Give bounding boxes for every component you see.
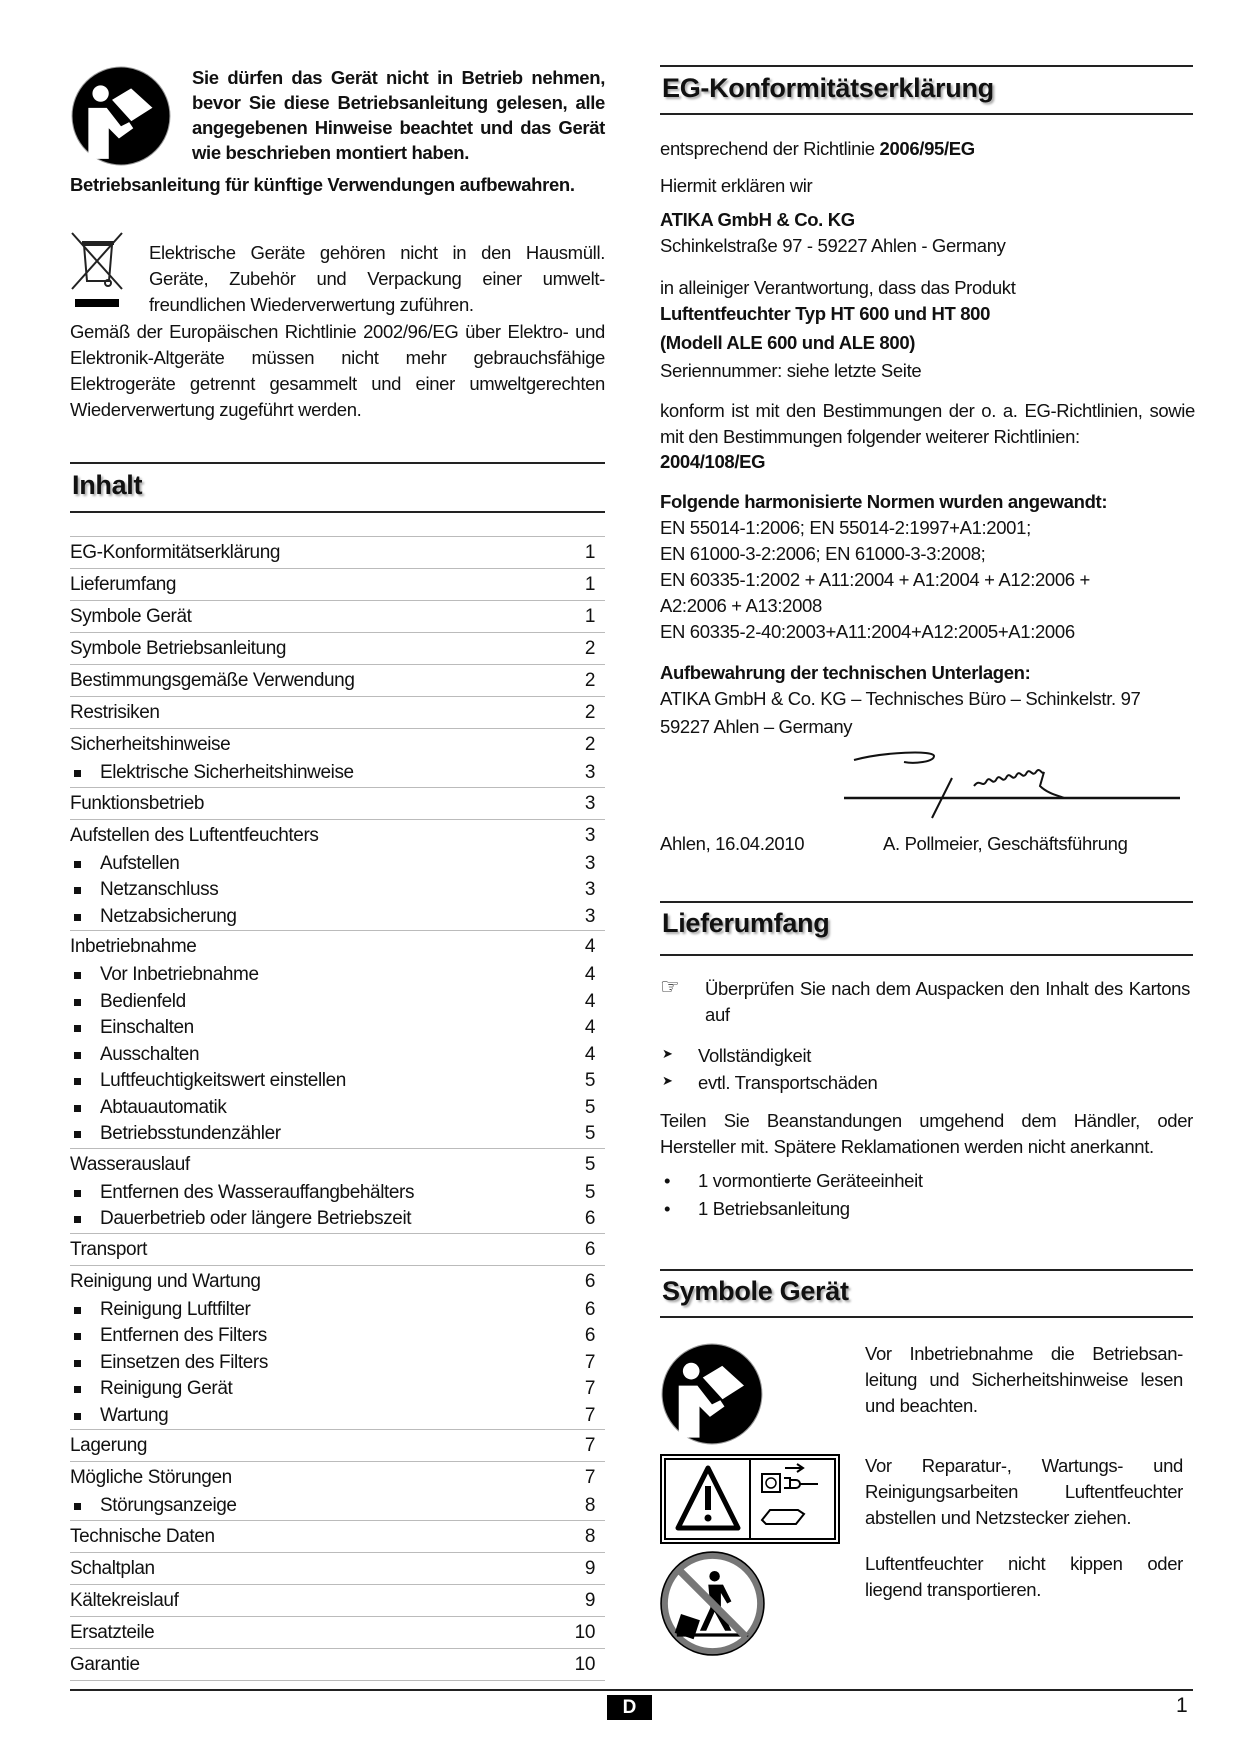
toc-entry-label: Elektrische Sicherheitshinweise: [70, 760, 354, 787]
footer-divider: [70, 1689, 1193, 1691]
toc-entry-label: Kältekreislauf: [70, 1589, 179, 1611]
toc-entry-page: 4: [584, 1043, 595, 1065]
norms-list: [660, 515, 1090, 645]
toc-entry-label: Netzanschluss: [70, 877, 218, 904]
toc-subentry[interactable]: [70, 1493, 605, 1520]
serial-number-note: Seriennummer: siehe letzte Seite: [660, 360, 922, 381]
toc-subentry[interactable]: [70, 1206, 605, 1233]
toc-entry-label: Vor Inbetriebnahme: [70, 962, 259, 989]
delivery-note: Überprüfen Sie nach dem Auspacken den Inhalt des Kartons auf: [705, 978, 1190, 1025]
toc-entry-label: Störungsanzeige: [70, 1493, 237, 1520]
toc-group: [70, 1553, 605, 1585]
toc-entry[interactable]: [70, 1521, 605, 1552]
directive-number: 2006/95/EG: [879, 138, 975, 159]
toc-group: [70, 633, 605, 665]
toc-group: [70, 1617, 605, 1649]
norm-line: EN 55014-1:2006; EN 55014-2:1997+A1:2001;: [660, 517, 1031, 538]
divider: [70, 462, 605, 464]
divider: [70, 511, 605, 513]
toc-entry[interactable]: [70, 1266, 605, 1297]
toc-entry[interactable]: [70, 820, 605, 851]
toc-entry-label: Restrisiken: [70, 702, 160, 723]
norm-line: EN 61000-3-2:2006; EN 61000-3-3:2008;: [660, 543, 986, 564]
toc-entry[interactable]: [70, 729, 605, 760]
docs-address-2: 59227 Ahlen – Germany: [660, 716, 853, 737]
toc-entry-page: 9: [584, 1557, 595, 1579]
toc-entry-label: Einsetzen des Filters: [70, 1350, 268, 1377]
toc-entry-label: Wartung: [70, 1403, 168, 1430]
toc-entry-label: Betriebsstundenzähler: [70, 1121, 281, 1148]
divider: [660, 1316, 1193, 1318]
no-tipping-transport-icon: [660, 1551, 765, 1656]
toc-subentry[interactable]: [70, 851, 605, 878]
toc-group: [70, 1234, 605, 1266]
toc-entry[interactable]: [70, 697, 605, 728]
toc-entry-page: 3: [584, 905, 595, 927]
toc-entry[interactable]: [70, 665, 605, 696]
page-number: 1: [1176, 1694, 1188, 1717]
toc-entry-label: Inbetriebnahme: [70, 936, 197, 957]
toc-entry-label: Lieferumfang: [70, 574, 177, 595]
directive-line: [660, 136, 975, 162]
toc-entry-page: 7: [584, 1351, 595, 1373]
toc-subentry[interactable]: [70, 1095, 605, 1122]
toc-subentry[interactable]: [70, 1015, 605, 1042]
toc-entry-label: Funktionsbetrieb: [70, 792, 205, 814]
toc-group: [70, 729, 605, 788]
hereby-text: Hiermit erklären wir: [660, 175, 813, 196]
toc-entry-page: 10: [574, 1621, 595, 1643]
toc-entry[interactable]: [70, 1649, 605, 1680]
dot-bullet-icon: •: [664, 1198, 671, 1219]
keep-manual-note: Betriebsanleitung für künftige Verwendungen aufbewahren.: [70, 174, 575, 195]
symbol-description: Vor Reparatur-, Wartungs- und Reinigungsarbeiten Luftentfeuchter abstellen und Netzstecker ziehen.: [865, 1455, 1183, 1528]
responsibility-text: in alleiniger Verantwortung, dass das Produkt: [660, 277, 1016, 298]
symbols-title: Symbole Gerät: [662, 1276, 849, 1306]
delivery-item: 1 vormontierte Geräteeinheit: [698, 1170, 923, 1191]
toc-entry[interactable]: [70, 633, 605, 664]
product-model: (Modell ALE 600 und ALE 800): [660, 332, 916, 353]
toc-entry-label: Schaltplan: [70, 1557, 155, 1579]
toc-subentry[interactable]: [70, 1297, 605, 1324]
toc-entry-page: 1: [584, 542, 595, 563]
toc-entry-page: 8: [584, 1495, 595, 1516]
conformity-title: EG-Konformitätserklärung: [662, 73, 994, 103]
norm-line: EN 60335-1:2002 + A11:2004 + A1:2004 + A12:2006 +: [660, 569, 1090, 590]
toc-subentry[interactable]: [70, 1068, 605, 1095]
toc-entry[interactable]: [70, 1234, 605, 1265]
toc-subentry[interactable]: [70, 1042, 605, 1069]
toc-entry-page: 2: [584, 702, 595, 723]
toc-entry-page: 7: [584, 1435, 595, 1456]
divider: [660, 954, 1193, 956]
toc-entry-label: Bedienfeld: [70, 989, 186, 1016]
company-name: ATIKA GmbH & Co. KG: [660, 209, 855, 230]
signature: [844, 748, 1180, 820]
toc-entry-label: Entfernen des Wasserauffangbehälters: [70, 1180, 414, 1207]
toc-entry-label: Netzabsicherung: [70, 904, 237, 931]
warning-unplug-icon: [660, 1454, 840, 1544]
toc-group: [70, 1649, 605, 1681]
symbol-description: Vor Inbetriebnahme die Betriebsan-leitung und Sicherheitshinweise lesen und beachten.: [865, 1343, 1183, 1416]
toc-subentry[interactable]: [70, 760, 605, 787]
toc-entry-page: 4: [584, 990, 595, 1012]
symbol-description: Luftentfeuchter nicht kippen oder liegend transportieren.: [865, 1553, 1183, 1600]
toc-entry-label: Reinigung Gerät: [70, 1376, 232, 1403]
toc-entry[interactable]: [70, 1149, 605, 1180]
arrow-bullet-icon: ➤: [662, 1046, 673, 1061]
toc-entry-page: 9: [584, 1589, 595, 1611]
divider: [660, 65, 1193, 67]
toc-entry-page: 4: [584, 964, 595, 985]
toc-entry-label: Luftfeuchtigkeitswert einstellen: [70, 1068, 346, 1095]
toc-group: [70, 1521, 605, 1553]
norm-line: A2:2006 + A13:2008: [660, 595, 822, 616]
arrow-bullet-icon: ➤: [662, 1073, 673, 1088]
toc-subentry[interactable]: [70, 1350, 605, 1377]
toc-entry-label: Entfernen des Filters: [70, 1323, 267, 1350]
toc-entry-label: Ausschalten: [70, 1042, 199, 1069]
check-item: evtl. Transportschäden: [698, 1072, 878, 1093]
norm-line: EN 60335-2-40:2003+A11:2004+A12:2005+A1:2006: [660, 621, 1075, 642]
toc-subentry[interactable]: [70, 1403, 605, 1430]
toc-entry-page: 7: [584, 1378, 595, 1399]
toc-entry-label: Abtauautomatik: [70, 1095, 226, 1122]
norms-title: Folgende harmonisierte Normen wurden angewandt:: [660, 491, 1108, 512]
toc-entry-page: 5: [584, 1123, 595, 1144]
toc-entry-page: 5: [584, 1181, 595, 1203]
toc-entry-label: Bestimmungsgemäße Verwendung: [70, 670, 355, 691]
divider: [660, 1269, 1193, 1271]
toc-entry-label: Aufstellen: [70, 851, 179, 878]
conformity-text: konform ist mit den Bestimmungen der o. a. EG-Richtlinien, sowie mit den Bestimmungen folgender weiterer Richtlinien:: [660, 400, 1195, 447]
toc-entry-page: 4: [584, 936, 595, 957]
toc-entry-page: 8: [584, 1525, 595, 1547]
toc-entry-page: 4: [584, 1017, 595, 1038]
toc-entry-page: 10: [574, 1653, 595, 1675]
toc-entry-label: Wasserauslauf: [70, 1153, 190, 1175]
toc-group: [70, 1149, 605, 1234]
toc-entry-page: 6: [584, 1270, 595, 1292]
toc-group: [70, 665, 605, 697]
docs-title: Aufbewahrung der technischen Unterlagen:: [660, 662, 1031, 683]
language-badge: D: [607, 1695, 652, 1720]
toc-subentry[interactable]: [70, 989, 605, 1016]
toc-entry-label: Reinigung Luftfilter: [70, 1297, 250, 1324]
toc-entry-page: 6: [584, 1238, 595, 1260]
product-name: Luftentfeuchter Typ HT 600 und HT 800: [660, 303, 991, 324]
toc-entry-page: 3: [584, 852, 595, 874]
toc-entry-page: 3: [584, 824, 595, 846]
toc-group: [70, 569, 605, 601]
toc-entry-page: 2: [584, 734, 595, 755]
toc-group: [70, 1462, 605, 1521]
toc-subentry[interactable]: [70, 962, 605, 989]
toc-entry-label: Symbole Gerät: [70, 606, 192, 627]
toc-group: [70, 788, 605, 820]
toc-entry-page: 6: [584, 1298, 595, 1320]
dot-bullet-icon: •: [664, 1170, 671, 1191]
toc-group: [70, 537, 605, 569]
toc-subentry[interactable]: [70, 1376, 605, 1403]
read-manual-icon: [660, 1342, 764, 1446]
toc-entry[interactable]: [70, 1430, 605, 1461]
toc-entry-label: Symbole Betriebsanleitung: [70, 638, 287, 659]
toc-entry-page: 3: [584, 762, 595, 783]
toc-group: [70, 601, 605, 633]
toc-entry-page: 6: [584, 1325, 595, 1346]
divider: [660, 901, 1193, 903]
toc-entry-page: 5: [584, 1070, 595, 1091]
toc-entry[interactable]: [70, 1617, 605, 1648]
weee-directive: Gemäß der Europäischen Richtlinie 2002/96/EG über Elektro- und Elektronik-Altgeräte müssen nicht mehr gebrauchsfähige Elektrogeräte getrennt gesammelt und einer umweltgerechten Wiederverwertung zugeführt werden.: [70, 321, 605, 420]
directive-prefix: entsprechend der Richtlinie: [660, 138, 880, 159]
toc-group: [70, 931, 605, 1149]
check-item: Vollständigkeit: [698, 1045, 812, 1066]
toc-entry-label: Ersatzteile: [70, 1621, 155, 1643]
toc-entry-page: 5: [584, 1096, 595, 1118]
toc-entry[interactable]: [70, 1553, 605, 1584]
toc-entry-label: Transport: [70, 1238, 148, 1260]
signatory: A. Pollmeier, Geschäftsführung: [883, 833, 1128, 854]
table-of-contents: [70, 536, 605, 1681]
read-manual-icon: [70, 65, 172, 167]
divider: [660, 113, 1193, 115]
toc-entry-label: Aufstellen des Luftentfeuchters: [70, 824, 319, 846]
pointing-hand-icon: ☞: [660, 974, 680, 999]
toc-entry[interactable]: [70, 569, 605, 600]
docs-address-1: ATIKA GmbH & Co. KG – Technisches Büro – Schinkelstr. 97: [660, 688, 1141, 709]
toc-group: [70, 820, 605, 932]
toc-entry-label: Garantie: [70, 1653, 140, 1675]
toc-entry[interactable]: [70, 537, 605, 568]
toc-subentry[interactable]: [70, 1180, 605, 1207]
toc-entry-label: Reinigung und Wartung: [70, 1270, 261, 1292]
place-date: Ahlen, 16.04.2010: [660, 833, 805, 854]
toc-entry-label: Mögliche Störungen: [70, 1467, 232, 1488]
toc-entry-label: Einschalten: [70, 1015, 194, 1042]
toc-title: Inhalt: [72, 470, 143, 500]
toc-subentry[interactable]: [70, 877, 605, 904]
weee-bin-icon: [70, 231, 126, 311]
toc-entry-label: Sicherheitshinweise: [70, 734, 231, 755]
weee-note: Elektrische Geräte gehören nicht in den Hausmüll. Geräte, Zubehör und Verpackung einer umwelt-freundlichen Wiederverwertung zuführen.: [149, 242, 605, 315]
toc-subentry[interactable]: [70, 904, 605, 931]
toc-entry-page: 5: [584, 1153, 595, 1175]
toc-entry-page: 6: [584, 1208, 595, 1229]
toc-subentry[interactable]: [70, 1121, 605, 1148]
toc-entry-label: Dauerbetrieb oder längere Betriebszeit: [70, 1206, 411, 1233]
toc-entry-page: 7: [584, 1467, 595, 1488]
company-address: Schinkelstraße 97 - 59227 Ahlen - Germany: [660, 235, 1006, 256]
toc-entry-page: 3: [584, 792, 595, 814]
toc-entry-label: Lagerung: [70, 1435, 148, 1456]
toc-entry[interactable]: [70, 1462, 605, 1493]
toc-entry-page: 2: [584, 638, 595, 659]
toc-group: [70, 1266, 605, 1431]
safety-warning: Sie dürfen das Gerät nicht in Betrieb nehmen, bevor Sie diese Betriebsanleitung gelesen, alle angegebenen Hinweise beachtet und das Gerät wie beschrieben montiert haben.: [192, 67, 605, 163]
toc-group: [70, 1585, 605, 1617]
toc-group: [70, 697, 605, 729]
toc-entry[interactable]: [70, 931, 605, 962]
toc-entry-label: Technische Daten: [70, 1525, 215, 1547]
further-directive: 2004/108/EG: [660, 451, 766, 472]
delivery-title: Lieferumfang: [662, 908, 830, 938]
toc-entry-page: 2: [584, 670, 595, 691]
delivery-item: 1 Betriebsanleitung: [698, 1198, 850, 1219]
toc-subentry[interactable]: [70, 1323, 605, 1350]
complaint-note: Teilen Sie Beanstandungen umgehend dem Händler, oder Hersteller mit. Spätere Reklamationen werden nicht anerkannt.: [660, 1110, 1193, 1157]
toc-entry-page: 3: [584, 879, 595, 900]
toc-entry-page: 7: [584, 1404, 595, 1426]
toc-entry[interactable]: [70, 601, 605, 632]
toc-entry-label: EG-Konformitätserklärung: [70, 542, 281, 563]
toc-entry[interactable]: [70, 788, 605, 819]
toc-entry[interactable]: [70, 1585, 605, 1616]
toc-entry-page: 1: [584, 606, 595, 627]
toc-entry-page: 1: [584, 574, 595, 595]
toc-group: [70, 1430, 605, 1462]
